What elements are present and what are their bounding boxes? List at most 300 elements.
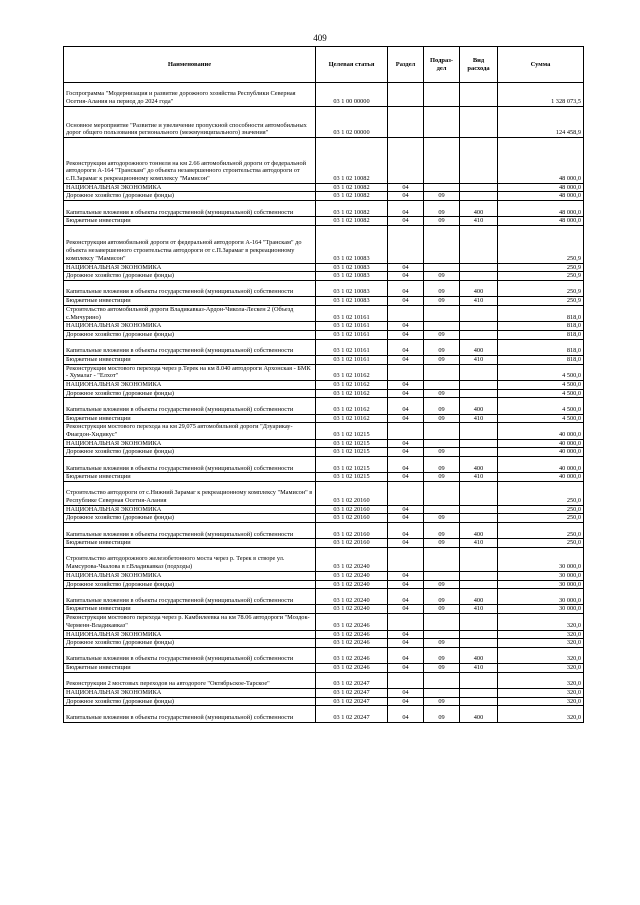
row-code: 03 1 02 10082 [316,192,388,201]
row-type: 410 [460,355,498,364]
row-amount: 250,0 [498,539,584,548]
row-amount: 1 328 073,5 [498,83,584,107]
row-type [460,639,498,648]
row-type [460,138,498,184]
row-type [460,305,498,321]
row-section: 04 [388,263,424,272]
row-code: 03 1 02 10161 [316,330,388,339]
row-code: 03 1 02 20160 [316,539,388,548]
row-section [388,106,424,137]
row-amount: 124 458,9 [498,106,584,137]
row-amount: 320,0 [498,697,584,706]
row-type: 400 [460,398,498,414]
row-amount: 4 500,0 [498,364,584,380]
table-row [64,138,584,184]
header-amount: Сумма [498,47,584,83]
row-subsection [424,505,460,514]
row-section: 04 [388,389,424,398]
row-amount: 30 000,0 [498,580,584,589]
table-row [64,423,584,439]
row-section: 04 [388,689,424,698]
table-row [64,481,584,505]
row-section: 04 [388,201,424,217]
row-subsection [424,439,460,448]
row-type: 410 [460,539,498,548]
row-amount: 250,0 [498,514,584,523]
row-section: 04 [388,272,424,281]
row-code: 03 1 02 20246 [316,630,388,639]
row-type: 410 [460,297,498,306]
header-name: Наименование [64,47,316,83]
row-subsection: 09 [424,697,460,706]
row-name: Реконструкция мостового перехода через р. Камбилеевка на км 78.06 автодороги "Моздок-Черменн-Владикавказ" [64,614,316,630]
table-row [64,280,584,296]
row-code: 03 1 02 20246 [316,614,388,630]
row-code: 03 1 02 00000 [316,106,388,137]
row-name: Капитальные вложения в объекты государственной (муниципальной) собственности [64,523,316,539]
row-section: 04 [388,339,424,355]
table-row [64,664,584,673]
row-subsection [424,263,460,272]
row-code: 03 1 02 10215 [316,457,388,473]
row-type: 410 [460,664,498,673]
row-code: 03 1 02 10161 [316,339,388,355]
table-row [64,672,584,688]
row-code: 03 1 02 10215 [316,473,388,482]
row-subsection [424,548,460,572]
row-code: 03 1 02 10083 [316,272,388,281]
row-subsection: 09 [424,473,460,482]
row-amount: 320,0 [498,672,584,688]
row-subsection [424,689,460,698]
row-subsection: 09 [424,580,460,589]
row-type [460,380,498,389]
row-type [460,672,498,688]
row-name: НАЦИОНАЛЬНАЯ ЭКОНОМИКА [64,322,316,331]
row-code: 03 1 02 10082 [316,201,388,217]
row-name: Капитальные вложения в объекты государственной (муниципальной) собственности [64,201,316,217]
row-type [460,389,498,398]
row-type: 410 [460,217,498,226]
row-name: Реконструкция 2 мостовых переходов на автодороге "Октябрьское-Тарское" [64,672,316,688]
row-code: 03 1 02 10162 [316,380,388,389]
row-amount: 250,9 [498,263,584,272]
row-amount: 320,0 [498,647,584,663]
row-code: 03 1 02 10083 [316,263,388,272]
row-type [460,481,498,505]
row-name: Реконструкция автомобильной дороги от федеральной автодороги А-164 "Транскам" до объекта незавершенного строительства автодороги от с.П.Зарамаг в рекреационному комплексу "Мамисон" [64,225,316,263]
row-amount: 818,0 [498,355,584,364]
row-amount: 250,9 [498,280,584,296]
row-subsection: 09 [424,355,460,364]
row-code: 03 1 02 20240 [316,580,388,589]
table-row [64,380,584,389]
row-amount: 250,9 [498,272,584,281]
row-subsection: 09 [424,217,460,226]
row-section: 04 [388,414,424,423]
row-code: 03 1 02 10083 [316,225,388,263]
row-subsection: 09 [424,514,460,523]
row-code: 03 1 02 10082 [316,217,388,226]
row-name: Бюджетные инвестиции [64,297,316,306]
row-type: 400 [460,589,498,605]
row-name: Строительство автодороги от с.Нижний Зарамаг к рекреационному комплексу "Мамисон" в Республике Северная Осетия-Алания [64,481,316,505]
row-amount: 250,9 [498,297,584,306]
row-subsection: 09 [424,647,460,663]
table-row [64,697,584,706]
row-section: 04 [388,280,424,296]
row-amount: 818,0 [498,330,584,339]
row-section: 04 [388,571,424,580]
table-row [64,225,584,263]
row-subsection: 09 [424,639,460,648]
row-amount: 250,0 [498,505,584,514]
row-section: 04 [388,355,424,364]
row-name: Дорожное хозяйство (дорожные фонды) [64,272,316,281]
row-type: 400 [460,647,498,663]
row-section [388,305,424,321]
row-section: 04 [388,398,424,414]
row-subsection: 09 [424,192,460,201]
row-section [388,548,424,572]
row-name: Бюджетные инвестиции [64,355,316,364]
row-type [460,272,498,281]
row-code: 03 1 02 20247 [316,697,388,706]
row-section [388,364,424,380]
table-row [64,548,584,572]
table-row [64,689,584,698]
row-type [460,689,498,698]
row-section: 04 [388,448,424,457]
row-type [460,225,498,263]
row-name: НАЦИОНАЛЬНАЯ ЭКОНОМИКА [64,505,316,514]
row-type [460,183,498,192]
row-name: НАЦИОНАЛЬНАЯ ЭКОНОМИКА [64,689,316,698]
row-code: 03 1 02 10083 [316,280,388,296]
header-subsection: Подраз- дел [424,47,460,83]
table-row [64,201,584,217]
row-amount: 320,0 [498,639,584,648]
row-subsection [424,322,460,331]
row-type [460,548,498,572]
row-name: Госпрограмма "Модернизация и развитие дорожного хозяйства Республики Северная Осетия-Алания на период до 2024 года" [64,83,316,107]
row-subsection: 09 [424,297,460,306]
table-row [64,106,584,137]
row-type [460,83,498,107]
row-name: Капитальные вложения в объекты государственной (муниципальной) собственности [64,339,316,355]
row-section: 04 [388,706,424,722]
table-row [64,330,584,339]
row-type: 410 [460,605,498,614]
row-amount: 818,0 [498,339,584,355]
table-row [64,639,584,648]
row-section [388,225,424,263]
row-code: 03 1 02 20246 [316,664,388,673]
table-body [64,83,584,723]
row-subsection: 09 [424,272,460,281]
row-subsection: 09 [424,414,460,423]
table-row [64,389,584,398]
row-amount: 48 000,0 [498,192,584,201]
row-subsection: 09 [424,389,460,398]
row-amount: 320,0 [498,664,584,673]
row-name: Капитальные вложения в объекты государственной (муниципальной) собственности [64,706,316,722]
row-name: Дорожное хозяйство (дорожные фонды) [64,389,316,398]
row-code: 03 1 02 10083 [316,297,388,306]
row-name: Дорожное хозяйство (дорожные фонды) [64,330,316,339]
row-section [388,481,424,505]
row-code: 03 1 02 20240 [316,589,388,605]
row-name: Капитальные вложения в объекты государственной (муниципальной) собственности [64,647,316,663]
table-row [64,539,584,548]
row-subsection [424,571,460,580]
row-subsection [424,364,460,380]
row-section: 04 [388,664,424,673]
row-name: Строительство автодорожного железобетонного моста через р. Терек в створе ул. Мамсурова-Чкалова в г.Владикавказ (подходы) [64,548,316,572]
table-row [64,630,584,639]
row-amount: 48 000,0 [498,138,584,184]
row-subsection [424,225,460,263]
row-subsection: 09 [424,339,460,355]
row-amount: 40 000,0 [498,473,584,482]
row-section: 04 [388,580,424,589]
row-section: 04 [388,380,424,389]
row-subsection: 09 [424,605,460,614]
row-section [388,83,424,107]
row-type [460,505,498,514]
row-name: Бюджетные инвестиции [64,414,316,423]
table-row [64,457,584,473]
row-type: 410 [460,414,498,423]
row-name: Бюджетные инвестиции [64,605,316,614]
row-section [388,138,424,184]
header-section: Раздел [388,47,424,83]
row-name: НАЦИОНАЛЬНАЯ ЭКОНОМИКА [64,439,316,448]
row-code: 03 1 02 20246 [316,639,388,648]
table-row [64,398,584,414]
row-name: Строительство автомобильной дороги Владикавказ-Ардон-Чикола-Лескен 2 (Объезд с.Мичурино) [64,305,316,321]
row-amount: 4 500,0 [498,380,584,389]
table-row [64,589,584,605]
row-code: 03 1 02 10215 [316,448,388,457]
row-section: 04 [388,697,424,706]
row-subsection: 09 [424,706,460,722]
row-amount: 30 000,0 [498,589,584,605]
row-type [460,571,498,580]
row-code: 03 1 02 20247 [316,689,388,698]
row-code: 03 1 02 20160 [316,481,388,505]
table-row [64,414,584,423]
row-section: 04 [388,217,424,226]
row-subsection [424,83,460,107]
table-row [64,523,584,539]
table-row [64,473,584,482]
row-section: 04 [388,322,424,331]
row-subsection: 09 [424,448,460,457]
page-number: 409 [313,33,327,43]
row-subsection: 09 [424,539,460,548]
table-row [64,263,584,272]
row-code: 03 1 02 10082 [316,138,388,184]
row-amount: 48 000,0 [498,217,584,226]
row-type [460,630,498,639]
row-amount: 320,0 [498,614,584,630]
row-amount: 4 500,0 [498,398,584,414]
row-code: 03 1 02 20247 [316,706,388,722]
row-name: Дорожное хозяйство (дорожные фонды) [64,192,316,201]
row-type [460,364,498,380]
row-name: НАЦИОНАЛЬНАЯ ЭКОНОМИКА [64,183,316,192]
table-row [64,272,584,281]
row-amount: 30 000,0 [498,605,584,614]
table-row [64,183,584,192]
row-section: 04 [388,183,424,192]
row-subsection: 09 [424,523,460,539]
row-type [460,263,498,272]
row-name: НАЦИОНАЛЬНАЯ ЭКОНОМИКА [64,263,316,272]
row-amount: 40 000,0 [498,448,584,457]
row-subsection: 09 [424,398,460,414]
row-section: 04 [388,523,424,539]
row-name: Дорожное хозяйство (дорожные фонды) [64,697,316,706]
row-amount: 48 000,0 [498,183,584,192]
table-row [64,322,584,331]
row-subsection: 09 [424,280,460,296]
row-code: 03 1 02 20240 [316,571,388,580]
row-amount: 320,0 [498,706,584,722]
row-name: Дорожное хозяйство (дорожные фонды) [64,639,316,648]
row-section: 04 [388,457,424,473]
row-code: 03 1 02 20246 [316,647,388,663]
row-name: Капитальные вложения в объекты государственной (муниципальной) собственности [64,589,316,605]
row-code: 03 1 00 00000 [316,83,388,107]
row-section: 04 [388,539,424,548]
row-name: НАЦИОНАЛЬНАЯ ЭКОНОМИКА [64,380,316,389]
row-amount: 4 500,0 [498,389,584,398]
budget-table [63,46,584,723]
row-section: 04 [388,330,424,339]
table-row [64,580,584,589]
row-name: НАЦИОНАЛЬНАЯ ЭКОНОМИКА [64,630,316,639]
row-type: 410 [460,473,498,482]
row-amount: 40 000,0 [498,457,584,473]
row-type [460,514,498,523]
row-code: 03 1 02 10082 [316,183,388,192]
table-row [64,571,584,580]
row-amount: 4 500,0 [498,414,584,423]
row-name: Реконструкция мостового перехода на км 29,075 автомобильной дороги "Дзуарикау-Фиагдон-Хидикус" [64,423,316,439]
table-row [64,505,584,514]
row-type: 400 [460,457,498,473]
header-type: Вид расхода [460,47,498,83]
table-row [64,514,584,523]
row-code: 03 1 02 20160 [316,505,388,514]
row-name: Дорожное хозяйство (дорожные фонды) [64,448,316,457]
table-row [64,217,584,226]
row-subsection [424,423,460,439]
row-code: 03 1 02 10161 [316,322,388,331]
row-amount: 818,0 [498,305,584,321]
row-code: 03 1 02 20160 [316,523,388,539]
row-type [460,697,498,706]
row-subsection [424,106,460,137]
row-amount: 250,9 [498,225,584,263]
row-section: 04 [388,473,424,482]
table-row [64,355,584,364]
row-code: 03 1 02 10161 [316,305,388,321]
table-row [64,192,584,201]
row-amount: 320,0 [498,630,584,639]
row-name: НАЦИОНАЛЬНАЯ ЭКОНОМИКА [64,571,316,580]
row-subsection [424,305,460,321]
row-name: Бюджетные инвестиции [64,473,316,482]
row-amount: 250,0 [498,481,584,505]
table-row [64,605,584,614]
table-row [64,83,584,107]
row-subsection: 09 [424,664,460,673]
row-name: Реконструкция автодорожного тоннеля на км 2.66 автомобильной дороги от федеральной автодороги А-164 "Транскам" до объекта незавершенного строительства автодороги от с.П.Зарамаг к рекреационному комплексу "Мамисон" [64,138,316,184]
row-subsection [424,380,460,389]
row-type: 400 [460,706,498,722]
row-code: 03 1 02 10215 [316,423,388,439]
row-amount: 250,0 [498,523,584,539]
row-name: Бюджетные инвестиции [64,664,316,673]
row-name: Реконструкция мостового перехода через р.Терек на км 8.040 автодороги Архонская - БМК - Хумалаг - "Елхот" [64,364,316,380]
row-section: 04 [388,505,424,514]
row-subsection: 09 [424,201,460,217]
table-row [64,706,584,722]
row-section [388,614,424,630]
row-subsection [424,138,460,184]
row-subsection: 09 [424,457,460,473]
row-type [460,580,498,589]
row-code: 03 1 02 10162 [316,398,388,414]
header-code: Целевая статья [316,47,388,83]
row-name: Капитальные вложения в объекты государственной (муниципальной) собственности [64,398,316,414]
row-subsection: 09 [424,589,460,605]
table-row [64,364,584,380]
row-type [460,439,498,448]
table-row [64,647,584,663]
row-section: 04 [388,514,424,523]
row-section: 04 [388,192,424,201]
row-type: 400 [460,339,498,355]
row-amount: 818,0 [498,322,584,331]
row-amount: 30 000,0 [498,571,584,580]
row-section [388,423,424,439]
row-type: 400 [460,523,498,539]
row-type [460,448,498,457]
row-type [460,322,498,331]
row-amount: 40 000,0 [498,423,584,439]
table-row [64,439,584,448]
row-code: 03 1 02 10161 [316,355,388,364]
row-name: Дорожное хозяйство (дорожные фонды) [64,514,316,523]
row-code: 03 1 02 10162 [316,364,388,380]
row-type [460,614,498,630]
row-subsection: 09 [424,330,460,339]
row-amount: 320,0 [498,689,584,698]
row-code: 03 1 02 20247 [316,672,388,688]
row-amount: 30 000,0 [498,548,584,572]
row-section [388,672,424,688]
row-name: Капитальные вложения в объекты государственной (муниципальной) собственности [64,457,316,473]
row-amount: 40 000,0 [498,439,584,448]
row-code: 03 1 02 10162 [316,414,388,423]
row-type [460,423,498,439]
row-subsection [424,183,460,192]
row-code: 03 1 02 20240 [316,605,388,614]
